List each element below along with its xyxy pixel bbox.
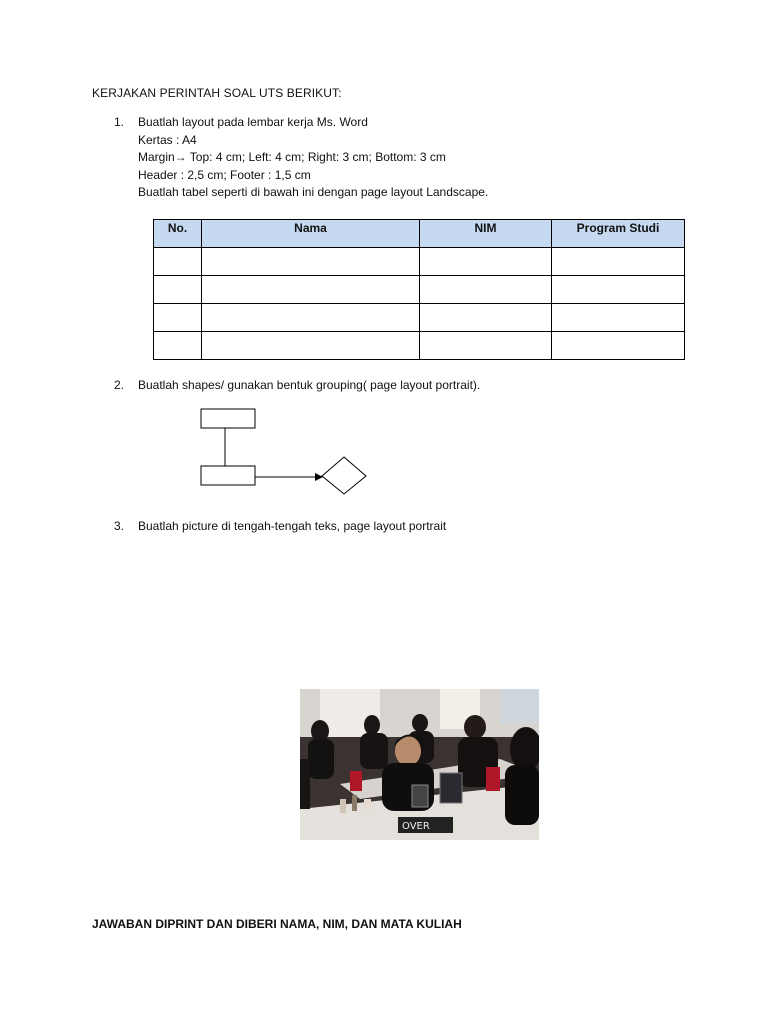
svg-text:OVER: OVER [402, 821, 430, 832]
item-3-line-1: Buatlah picture di tengah-tengah teks, page layout portrait [138, 519, 447, 533]
table-cell [552, 248, 685, 276]
table-cell [154, 276, 202, 304]
table-cell [420, 304, 552, 332]
table-cell [552, 276, 685, 304]
table-row [154, 332, 685, 360]
table-cell [202, 276, 420, 304]
header-nama: Nama [202, 220, 420, 248]
table-row [154, 304, 685, 332]
bottom-rectangle-shape [201, 466, 255, 485]
item-3-number: 3. [114, 519, 125, 533]
item-2-number: 2. [114, 378, 125, 392]
header-program-studi: Program Studi [552, 220, 685, 248]
makeup-class-photo [300, 689, 539, 840]
item-1-line-4: Header : 2,5 cm; Footer : 1,5 cm [138, 168, 311, 182]
table-cell [420, 276, 552, 304]
item-1-line-5: Buatlah tabel seperti di bawah ini dengan page layout Landscape. [138, 185, 489, 199]
header-no: No. [154, 220, 202, 248]
item-1-line-2: Kertas : A4 [138, 133, 197, 147]
table-header-row [154, 220, 685, 248]
table-cell [552, 332, 685, 360]
table-cell [202, 304, 420, 332]
table-cell [420, 332, 552, 360]
top-rectangle-shape [201, 409, 255, 428]
item-1-line-3: Margin→ Top: 4 cm; Left: 4 cm; Right: 3 cm; Bottom: 3 cm [138, 150, 446, 164]
table-cell [202, 332, 420, 360]
header-nim: NIM [420, 220, 552, 248]
grouped-shapes-diagram [195, 400, 375, 500]
table-cell [420, 248, 552, 276]
footer-instruction: JAWABAN DIPRINT DAN DIBERI NAMA, NIM, DAN MATA KULIAH [92, 917, 462, 931]
table-cell [154, 304, 202, 332]
table-cell [154, 332, 202, 360]
table-row [154, 248, 685, 276]
diamond-shape [322, 457, 366, 494]
table-cell [154, 248, 202, 276]
item-2-line-1: Buatlah shapes/ gunakan bentuk grouping( page layout portrait). [138, 378, 481, 392]
item-1-line-1: Buatlah layout pada lembar kerja Ms. Word [138, 115, 368, 129]
student-table [153, 219, 685, 360]
page-heading: KERJAKAN PERINTAH SOAL UTS BERIKUT: [92, 86, 342, 100]
table-row [154, 276, 685, 304]
table-cell [552, 304, 685, 332]
table-cell [202, 248, 420, 276]
item-1-number: 1. [114, 115, 125, 129]
